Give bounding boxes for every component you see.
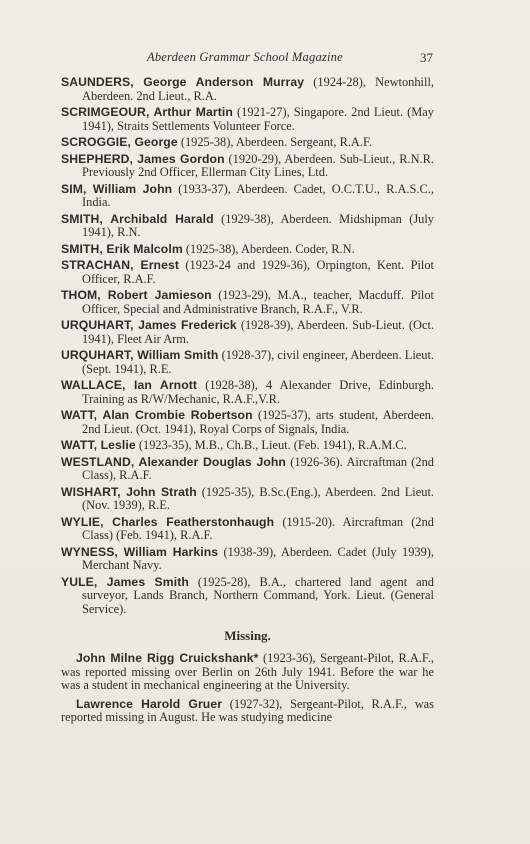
roll-entries-list: [61, 76, 434, 616]
missing-paragraphs: [61, 652, 434, 725]
entry-details: (1929-38), Aberdeen. Midshipman (July 1941), R.N.: [82, 211, 434, 239]
entry-name: SIM, William John: [61, 181, 173, 196]
roll-entry: [61, 106, 434, 133]
section-heading-missing: Missing.: [224, 628, 271, 643]
missing-person-name: John Milne Rigg Cruickshank*: [76, 651, 259, 665]
entry-name: SAUNDERS, George Anderson Murray: [61, 75, 305, 89]
entry-details: (1925-38), Aberdeen. Coder, R.N.: [182, 241, 355, 256]
page-content: [61, 76, 434, 730]
roll-entry: [61, 516, 434, 543]
entry-name: WYNESS, William Harkins: [61, 544, 219, 559]
entry-name: WISHART, John Strath: [61, 484, 197, 499]
missing-person-name: Lawrence Harold Gruer: [76, 696, 223, 711]
entry-details: (1923-24 and 1929-36), Orpington, Kent. Pilot Officer, R.A.F.: [82, 258, 434, 286]
roll-entry: [61, 349, 434, 376]
entry-details: (1925-28), B.A., chartered land agent and surveyor, Lands Branch, Northern Command, York. Lieut. (General Service).: [82, 574, 434, 616]
entry-details: (1925-38), Aberdeen. Sergeant, R.A.F.: [177, 135, 372, 149]
entry-name: URQUHART, James Frederick: [61, 318, 237, 332]
entry-details: (1928-38), 4 Alexander Drive, Edinburgh. Training as R/W/Mechanic, R.A.F.,V.R.: [82, 378, 434, 406]
entry-name: STRACHAN, Ernest: [61, 258, 180, 272]
entry-name: SHEPHERD, James Gordon: [61, 151, 225, 166]
roll-entry: [61, 76, 434, 103]
entry-name: WATT, Alan Crombie Robertson: [61, 408, 253, 422]
entry-details: (1915-20). Aircraftman (2nd Class) (Feb. 1941), R.A.F.: [82, 514, 435, 542]
page-number: 37: [420, 50, 433, 65]
entry-details: (1938-39), Aberdeen. Cadet (July 1939), Merchant Navy.: [82, 544, 434, 572]
entry-name: URQUHART, William Smith: [61, 348, 219, 362]
entry-details: (1925-37), arts student, Aberdeen. 2nd Lieut. (Oct. 1941), Royal Corps of Signals, India.: [82, 408, 434, 436]
entry-details: (1923-35), M.B., Ch.B., Lieut. (Feb. 1941), R.A.M.C.: [135, 438, 407, 452]
roll-entry: [61, 456, 434, 483]
running-title: Aberdeen Grammar School Magazine: [147, 50, 343, 64]
entry-name: SCRIMGEOUR, Arthur Martin: [61, 105, 233, 119]
roll-entry: [61, 289, 434, 316]
roll-entry: [61, 213, 434, 240]
roll-entry: [61, 439, 434, 453]
roll-entry: [61, 153, 434, 180]
entry-details: (1923-29), M.A., teacher, Macduff. Pilot Officer, Special and Administrative Branch, R.A.F., V.R.: [82, 288, 434, 316]
entry-name: SCROGGIE, George: [61, 135, 178, 149]
roll-entry: [61, 259, 434, 286]
roll-entry: [61, 379, 434, 406]
missing-person-details: (1927-32), Sergeant-Pilot, R.A.F., was reported missing in August. He was studying medicine: [61, 696, 434, 724]
entry-details: (1928-37), civil engineer, Aberdeen. Lieut. (Sept. 1941), R.E.: [82, 348, 435, 376]
entry-name: WYLIE, Charles Featherstonhaugh: [61, 514, 275, 529]
roll-entry: [61, 183, 434, 210]
entry-name: THOM, Robert Jamieson: [61, 288, 212, 302]
roll-entry: [61, 243, 434, 257]
entry-name: WALLACE, Ian Arnott: [61, 378, 198, 392]
roll-entry: [61, 576, 434, 617]
entry-name: SMITH, Archibald Harald: [61, 211, 214, 226]
entry-details: (1921-27), Singapore. 2nd Lieut. (May 1941), Straits Settlements Volunteer Force.: [82, 105, 434, 133]
entry-name: SMITH, Erik Malcolm: [61, 241, 183, 256]
entry-name: WATT, Leslie: [61, 438, 136, 452]
roll-entry: [61, 409, 434, 436]
page-header: [0, 50, 530, 66]
roll-entry: [61, 486, 434, 513]
missing-person-details: (1923-36), Sergeant-Pilot, R.A.F., was reported missing over Berlin on 26th July 1941. Before the war he was a student in mechanical engineering at the University.: [61, 651, 434, 692]
entry-details: (1924-28), Newtonhill, Aberdeen. 2nd Lieut., R.A.: [82, 75, 434, 103]
roll-entry: [61, 136, 434, 150]
missing-paragraph: [61, 652, 434, 693]
entry-name: YULE, James Smith: [61, 574, 189, 589]
entry-details: (1933-37), Aberdeen. Cadet, O.C.T.U., R.A.S.C., India.: [82, 181, 434, 209]
roll-entry: [61, 546, 434, 573]
entry-details: (1926-36). Aircraftman (2nd Class), R.A.F.: [82, 454, 435, 482]
missing-paragraph: [61, 698, 434, 725]
entry-name: WESTLAND, Alexander Douglas John: [61, 454, 286, 469]
entry-details: (1925-35), B.Sc.(Eng.), Aberdeen. 2nd Lieut. (Nov. 1939), R.E.: [82, 484, 434, 512]
entry-details: (1920-29), Aberdeen. Sub-Lieut., R.N.R. Previously 2nd Officer, Ellerman City Lines, Ltd.: [82, 151, 434, 179]
roll-entry: [61, 319, 434, 346]
entry-details: (1928-39), Aberdeen. Sub-Lieut. (Oct. 1941), Fleet Air Arm.: [82, 318, 434, 346]
